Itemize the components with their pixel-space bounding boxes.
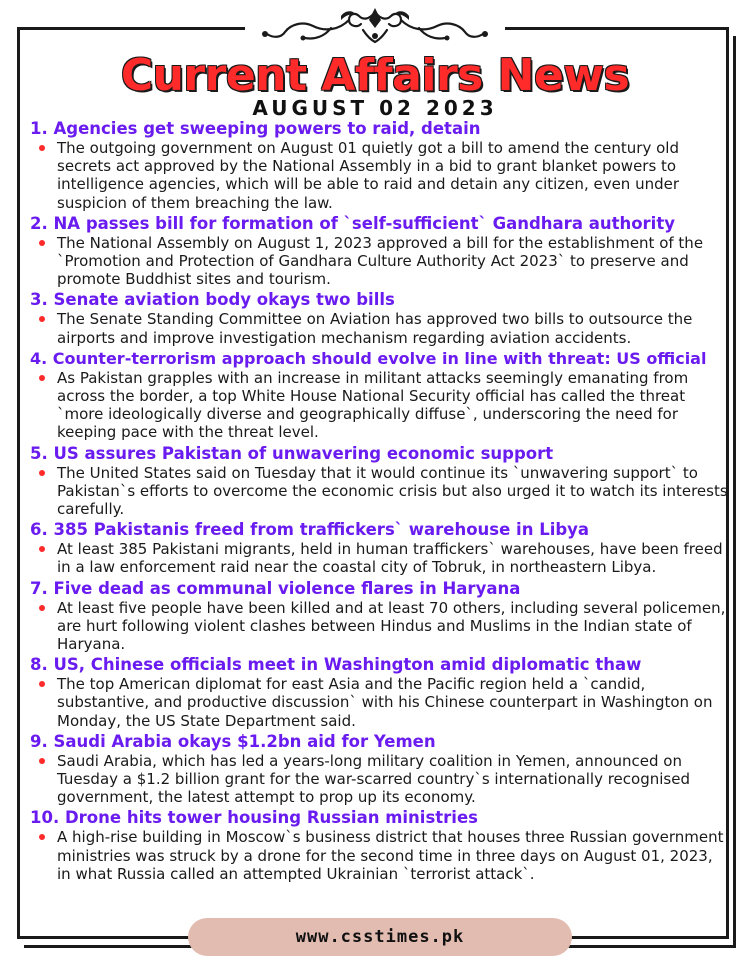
news-summary [30, 540, 730, 576]
news-headline: 7. Five dead as communal violence flares in Haryana [30, 578, 521, 598]
bullet-icon [39, 758, 45, 764]
news-item [30, 731, 730, 807]
news-summary [30, 599, 730, 654]
news-item [30, 443, 730, 519]
news-summary [30, 752, 730, 807]
website-url[interactable]: www.csstimes.pk [295, 927, 465, 947]
news-item [30, 289, 730, 346]
bullet-icon [39, 240, 45, 246]
bullet-icon [39, 375, 45, 381]
news-summary-text: Saudi Arabia, which has led a years-long military coalition in Yemen, announced on Tuesday a $1.2 billion grant for the war-scarred country`s internationally recognised government, the latest attempt to prop up its economy. [57, 751, 690, 807]
bullet-icon [39, 834, 45, 840]
news-headline: 2. NA passes bill for formation of `self-sufficient` Gandhara authority [30, 213, 675, 233]
news-summary [30, 828, 730, 883]
news-headline: 3. Senate aviation body okays two bills [30, 290, 395, 310]
news-summary [30, 464, 730, 519]
issue-date: AUGUST 02 2023 [252, 96, 498, 120]
bullet-icon [39, 546, 45, 552]
news-headline: 6. 385 Pakistanis freed from traffickers` warehouse in Libya [30, 520, 590, 540]
news-item [30, 578, 730, 654]
bullet-icon [39, 316, 45, 322]
news-item [30, 519, 730, 576]
news-summary [30, 675, 730, 730]
news-item [30, 118, 730, 212]
news-summary-text: The top American diplomat for east Asia and the Pacific region held a `candid, substantive, and productive discussion` with his Chinese counterpart in Washington on Monday, the US State Department said. [57, 675, 713, 730]
news-summary-text: The United States said on Tuesday that it would continue its `unwavering support` to Pakistan`s efforts to overcome the economic crisis but also urged it to watch its interests carefully. [57, 463, 728, 519]
news-item [30, 213, 730, 289]
bullet-icon [39, 470, 45, 476]
bullet-icon [39, 681, 45, 687]
news-headline: 10. Drone hits tower housing Russian ministries [30, 808, 478, 828]
news-headline: 1. Agencies get sweeping powers to raid, detain [30, 119, 481, 138]
news-summary-text: As Pakistan grapples with an increase in militant attacks seemingly emanating from across the border, a top White House National Security official has called the threat `more ideologically diverse and geographically diffuse`, underscoring the need for keeping pace with the threat level. [57, 368, 689, 442]
news-list [30, 118, 730, 884]
news-summary-text: At least 385 Pakistani migrants, held in human traffickers` warehouses, have been freed in a law enforcement raid near the coastal city of Tobruk, in northeastern Libya. [57, 540, 723, 577]
news-item [30, 348, 730, 442]
website-pill[interactable] [188, 918, 572, 956]
news-summary [30, 234, 730, 289]
flourish-ornament-icon [245, 6, 505, 50]
news-headline: 9. Saudi Arabia okays $1.2bn aid for Yemen [30, 731, 436, 751]
news-summary-text: At least five people have been killed and at least 70 others, including several policemen, are hurt following violent clashes between Hindus and Muslims in the Indian state of Haryana. [57, 598, 726, 654]
news-headline: 5. US assures Pakistan of unwavering economic support [30, 443, 554, 463]
page-title: Current Affairs News [120, 50, 630, 101]
bullet-icon [39, 145, 45, 151]
news-summary [30, 310, 730, 346]
news-item [30, 807, 730, 883]
news-item [30, 654, 730, 730]
bullet-icon [39, 605, 45, 611]
news-summary [30, 139, 730, 212]
news-summary-text: A high-rise building in Moscow`s business district that houses three Russian government ministries was struck by a drone for the second time in three days on August 01, 2023, in what Russia called an attempted Ukrainian `terrorist attack`. [57, 828, 724, 883]
news-summary [30, 369, 730, 442]
news-summary-text: The National Assembly on August 1, 2023 approved a bill for the establishment of the `Promotion and Protection of Gandhara Culture Authority Act 2023` to preserve and promote Buddhist sites and tourism. [57, 233, 704, 289]
news-summary-text: The outgoing government on August 01 quietly got a bill to amend the century old secrets act approved by the National Assembly in a bid to grant blanket powers to intelligence agencies, which will be able to raid and detain any citizen, even under suspicion of them breaching the law. [57, 139, 680, 212]
news-headline: 4. Counter-terrorism approach should evolve in line with threat: US official [30, 348, 707, 368]
news-headline: 8. US, Chinese officials meet in Washington amid diplomatic thaw [30, 655, 642, 675]
news-summary-text: The Senate Standing Committee on Aviation has approved two bills to outsource the airports and improve investigation mechanism regarding aviation accidents. [57, 310, 693, 347]
